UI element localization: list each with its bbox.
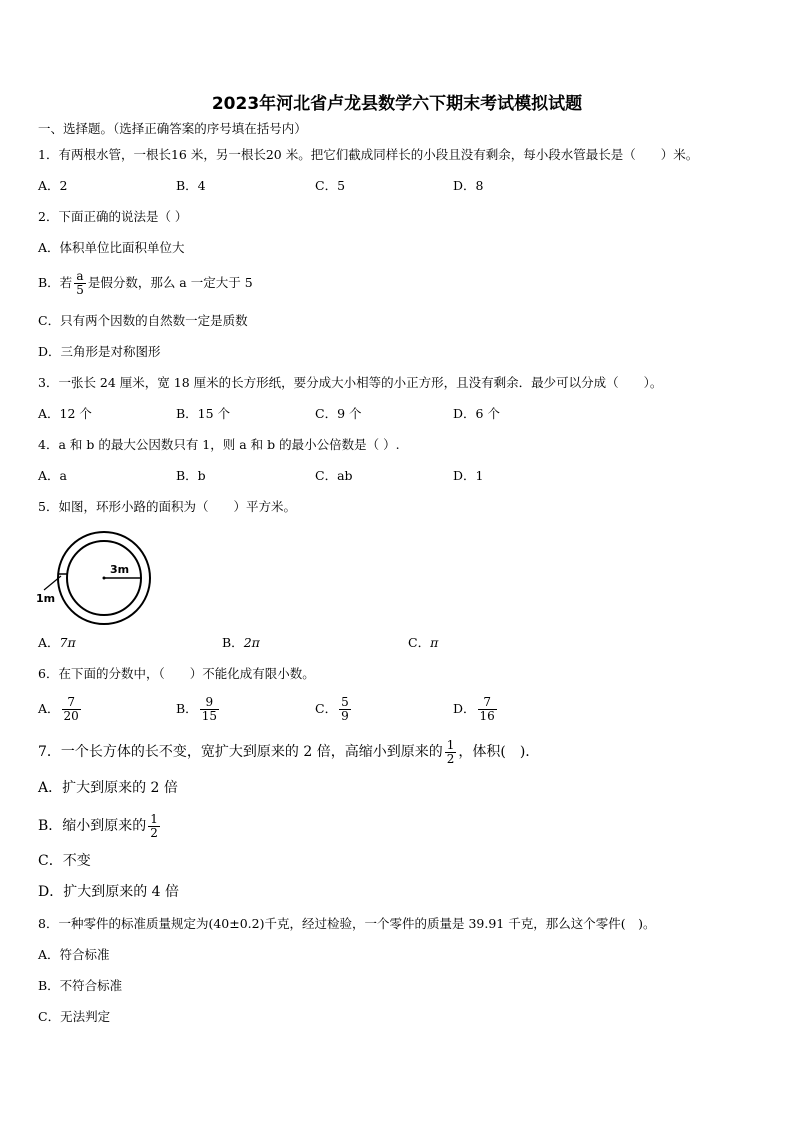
q1-option-c: C．5 bbox=[315, 178, 346, 193]
question-4-stem: 4．a 和 b 的最大公因数只有 1，则 a 和 b 的最小公倍数是（ ）. bbox=[38, 437, 400, 452]
q4-option-c: C．ab bbox=[315, 468, 353, 483]
q7-option-a: A．扩大到原来的 2 倍 bbox=[38, 780, 178, 796]
q2-option-c: C．只有两个因数的自然数一定是质数 bbox=[38, 313, 248, 328]
q3-option-d: D．6 个 bbox=[453, 406, 500, 421]
fraction: $\frac{1}{2}$ bbox=[150, 811, 158, 840]
q5-option-c: C．π bbox=[408, 635, 439, 650]
q7-option-d: D．扩大到原来的 4 倍 bbox=[38, 884, 180, 900]
question-1-stem: 1．有两根水管，一根长16 米，另一根长20 米。把它们截成同样长的小段且没有剩余，每小段水管最长是（ ）米。 bbox=[38, 147, 699, 162]
ring-width-label: 1m bbox=[36, 592, 56, 605]
question-2-stem: 2．下面正确的说法是（ ） bbox=[38, 209, 188, 224]
q4-option-d: D．1 bbox=[453, 468, 484, 483]
q8-option-b: B．不符合标准 bbox=[38, 978, 123, 993]
question-6-stem: 6．在下面的分数中，（ ）不能化成有限小数。 bbox=[38, 666, 315, 681]
q3-option-a: A．12 个 bbox=[38, 406, 92, 421]
q2-option-a: A．体积单位比面积单位大 bbox=[38, 240, 185, 255]
fraction: $\frac{7}{20}$ bbox=[63, 695, 79, 723]
q1-option-b: B．4 bbox=[176, 178, 206, 193]
center-dot bbox=[103, 577, 106, 580]
q2-option-d: D．三角形是对称图形 bbox=[38, 344, 161, 359]
q1-option-a: A．2 bbox=[38, 178, 68, 193]
q1-option-d: D．8 bbox=[453, 178, 484, 193]
question-7-stem: 7．一个长方体的长不变，宽扩大到原来的 2 倍，高缩小到原来的 $\frac{1}{2}$ ，体积( ). bbox=[38, 737, 530, 766]
q7-option-b: B．缩小到原来的 $\frac{1}{2}$ bbox=[38, 811, 158, 840]
q6-option-b: B． $\frac{9}{15}$ bbox=[176, 695, 217, 723]
question-5-stem: 5．如图，环形小路的面积为（ ）平方米。 bbox=[38, 499, 296, 514]
fraction: $\frac{1}{2}$ bbox=[446, 737, 455, 766]
q6-option-d: D． $\frac{7}{16}$ bbox=[453, 695, 495, 723]
fraction: $\frac{7}{16}$ bbox=[479, 695, 495, 723]
page-title: 2023年河北省卢龙县数学六下期末考试模拟试题 bbox=[211, 94, 583, 114]
fraction: $\frac{9}{15}$ bbox=[201, 695, 217, 723]
section-heading: 一、选择题。（选择正确答案的序号填在括号内） bbox=[38, 121, 307, 136]
q4-option-a: A．a bbox=[38, 468, 67, 483]
q3-option-c: C．9 个 bbox=[315, 406, 362, 421]
q4-option-b: B．b bbox=[176, 468, 206, 483]
q5-option-b: B．2π bbox=[222, 635, 260, 650]
q6-option-a: A． $\frac{7}{20}$ bbox=[38, 695, 79, 723]
q3-option-b: B．15 个 bbox=[176, 406, 231, 421]
q2-option-b: B．若 $\frac{a}{5}$ 是假分数，那么 a 一定大于 5 bbox=[38, 269, 253, 297]
question-3-stem: 3．一张长 24 厘米，宽 18 厘米的长方形纸，要分成大小相等的小正方形，且没有剩余．最少可以分成（ ）。 bbox=[38, 375, 663, 390]
q8-option-a: A．符合标准 bbox=[38, 947, 110, 962]
fraction: $\frac{5}{9}$ bbox=[341, 695, 349, 723]
ring-path-figure bbox=[36, 524, 156, 632]
fraction: $\frac{a}{5}$ bbox=[76, 269, 84, 297]
q7-option-c: C．不变 bbox=[38, 853, 91, 869]
q8-option-c: C．无法判定 bbox=[38, 1009, 111, 1024]
q6-option-c: C． $\frac{5}{9}$ bbox=[315, 695, 349, 723]
inner-radius-label: 3m bbox=[110, 563, 130, 576]
q5-option-a: A．7π bbox=[38, 635, 76, 650]
question-8-stem: 8．一种零件的标准质量规定为(40±0.2)千克，经过检验，一个零件的质量是 39.91 千克，那么这个零件( )。 bbox=[38, 916, 656, 931]
